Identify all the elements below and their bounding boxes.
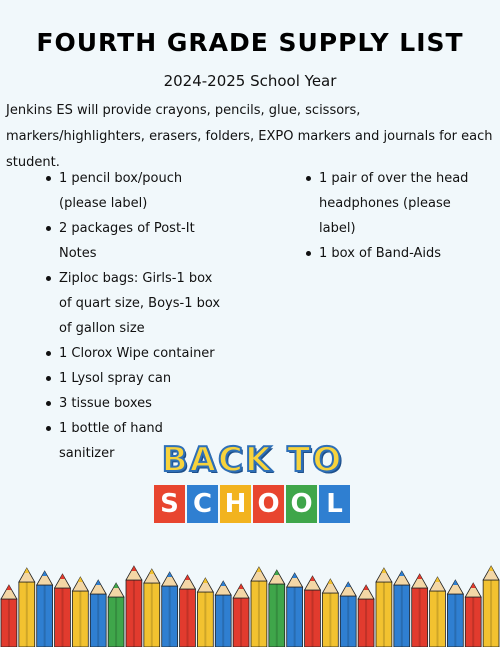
letter-tile: C bbox=[187, 485, 218, 523]
list-item: 1 bottle of hand sanitizer bbox=[46, 416, 221, 466]
pencil-icon bbox=[180, 575, 196, 647]
school-year-subtitle: 2024-2025 School Year bbox=[163, 72, 337, 90]
pencil-icon bbox=[394, 571, 410, 647]
school-letter-tiles bbox=[154, 485, 350, 523]
pencil-icon bbox=[358, 585, 374, 647]
intro-paragraph: Jenkins ES will provide crayons, pencils, glue, scissors, markers/highlighters, erasers, folders, EXPO markers and journals for each student. bbox=[6, 103, 493, 170]
pencil-icon bbox=[376, 568, 392, 647]
supply-list-left bbox=[46, 166, 221, 466]
pencil-icon bbox=[1, 585, 17, 647]
pencil-icon bbox=[430, 577, 446, 647]
letter-tile: S bbox=[154, 485, 185, 523]
list-item: 2 packages of Post-It Notes bbox=[46, 216, 221, 266]
supply-list-right bbox=[306, 166, 486, 266]
pencil-icon bbox=[340, 582, 356, 647]
pencil-icon bbox=[287, 573, 303, 647]
pencil-icon bbox=[251, 567, 267, 647]
pencil-border-illustration bbox=[0, 557, 500, 647]
pencil-icon bbox=[269, 570, 285, 647]
list-item: 1 Lysol spray can bbox=[46, 366, 221, 391]
list-item: 1 pencil box/pouch (please label) bbox=[46, 166, 221, 216]
pencil-icon bbox=[465, 583, 481, 647]
letter-tile: O bbox=[286, 485, 317, 523]
pencil-icon bbox=[483, 566, 499, 647]
pencil-icon bbox=[144, 569, 160, 647]
pencil-icon bbox=[305, 576, 321, 647]
letter-tile: O bbox=[253, 485, 284, 523]
pencil-icon bbox=[90, 580, 106, 647]
back-to-text: BACK TO bbox=[161, 440, 344, 480]
list-item: 1 pair of over the head headphones (please label) bbox=[306, 166, 486, 241]
list-item: 1 box of Band-Aids bbox=[306, 241, 486, 266]
pencil-icon bbox=[108, 583, 124, 647]
pencil-icon bbox=[126, 566, 142, 647]
page-title: FOURTH GRADE SUPPLY LIST bbox=[36, 28, 464, 57]
pencil-icon bbox=[322, 579, 338, 647]
list-item: 1 Clorox Wipe container bbox=[46, 341, 221, 366]
pencil-icon bbox=[215, 581, 231, 647]
pencil-icon bbox=[412, 574, 428, 647]
letter-tile: H bbox=[220, 485, 251, 523]
back-to-school-graphic bbox=[150, 440, 355, 530]
pencil-icon bbox=[233, 584, 249, 647]
list-item: 3 tissue boxes bbox=[46, 391, 221, 416]
pencil-icon bbox=[72, 577, 88, 647]
pencil-icon bbox=[162, 572, 178, 647]
pencil-icon bbox=[37, 571, 53, 647]
pencil-icon bbox=[55, 574, 71, 647]
pencil-icon bbox=[19, 568, 35, 647]
pencil-icon bbox=[447, 580, 463, 647]
list-item: Ziploc bags: Girls-1 box of quart size, Boys-1 box of gallon size bbox=[46, 266, 221, 341]
pencil-icon bbox=[197, 578, 213, 647]
letter-tile: L bbox=[319, 485, 350, 523]
